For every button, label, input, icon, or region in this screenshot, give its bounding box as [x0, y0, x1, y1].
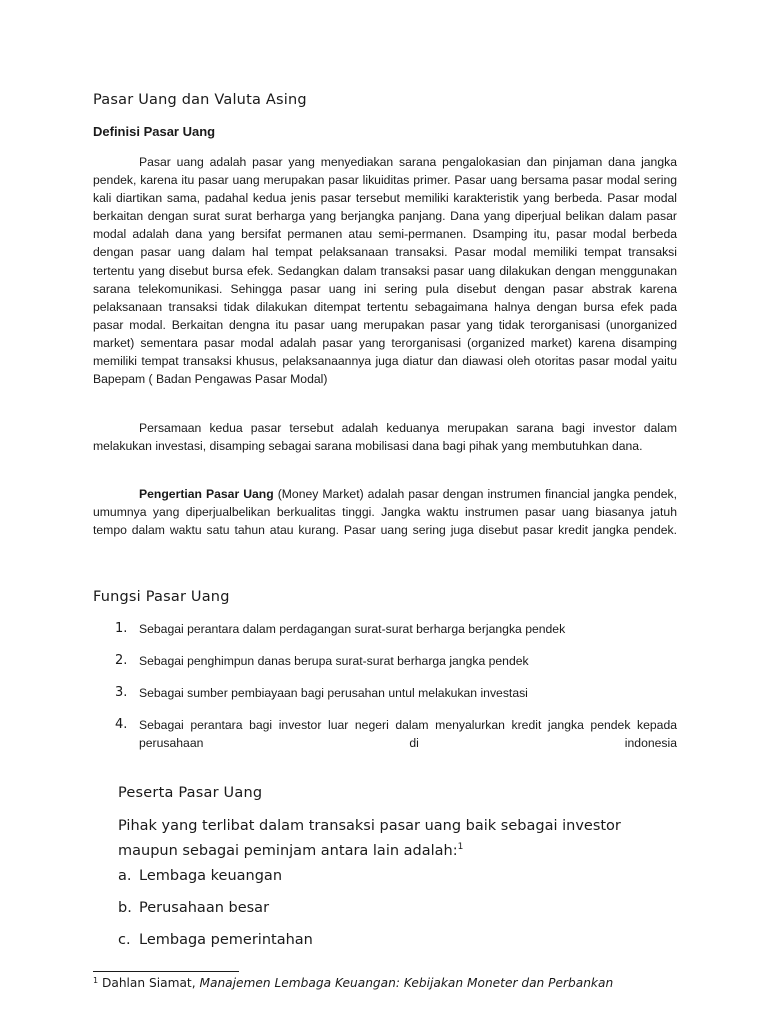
peserta-intro-text: Pihak yang terlibat dalam transaksi pasar uang baik sebagai investor maupun sebagai peminjam antara lain adalah: — [118, 818, 621, 859]
document-title: Pasar Uang dan Valuta Asing — [93, 92, 307, 108]
list-item-text: Sebagai perantara dalam perdagangan surat-surat berharga berjangka pendek — [139, 622, 566, 636]
list-item — [93, 652, 677, 670]
footnote-ref[interactable]: 1 — [457, 841, 464, 852]
list-item-text: Sebagai sumber pembiayaan bagi perusahan untul melakukan investasi — [139, 686, 528, 700]
section-heading-definisi: Definisi Pasar Uang — [93, 124, 216, 139]
list-number: 3. — [115, 685, 128, 700]
list-item-text: Lembaga pemerintahan — [139, 932, 313, 948]
fungsi-list — [93, 620, 677, 766]
pengertian-text: (Money Market) adalah pasar dengan instrumen financial jangka pendek, umumnya yang diperjualbelikan berkualitas tinggi. Jangka waktu instrumen pasar uang biasanya jatuh tempo dalam waktu satu tahun atau kurang. Pasar uang sering juga disebut pasar kredit jangka pendek. — [93, 487, 677, 538]
list-item — [118, 898, 313, 918]
footnote-separator — [93, 971, 239, 972]
list-item — [93, 684, 677, 702]
list-item — [118, 930, 313, 950]
list-item-text: Perusahaan besar — [139, 900, 270, 916]
section-heading-peserta: Peserta Pasar Uang — [118, 785, 263, 801]
paragraph-pengertian — [93, 485, 677, 539]
footnote-number: 1 — [93, 976, 99, 985]
list-item — [93, 620, 677, 638]
pengertian-term: Pengertian Pasar Uang — [139, 487, 274, 501]
document-page — [93, 0, 677, 1024]
list-letter: a. — [118, 868, 132, 884]
list-number: 4. — [115, 717, 128, 732]
peserta-intro — [118, 816, 677, 861]
list-item-text: Lembaga keuangan — [139, 868, 283, 884]
list-item — [118, 866, 313, 886]
peserta-list — [118, 866, 313, 962]
paragraph-persamaan: Persamaan kedua pasar tersebut adalah keduanya merupakan sarana bagi investor dalam melakukan investasi, disamping sebagai sarana mobilisasi dana bagi pihak yang membutuhkan dana. — [93, 421, 677, 454]
paragraph-definisi: Pasar uang adalah pasar yang menyediakan sarana pengalokasian dan pinjaman dana jangka pendek, karena itu pasar uang merupakan pasar likuiditas primer. Pasar uang bersama pasar modal sering kali diartikan sama, padahal kedua jenis pasar tersebut memiliki karakteristik yang berbeda. Pasar modal berkaitan dengan surat surat berharga yang berjangka panjang. Dana yang diperjual belikan dalam pasar modal adalah dana yang bersifat permanen atau semi-permanen. Dsamping itu, pasar modal berbeda dengan pasar uang dalam hal tempat pelaksanaan transaksi. Pasar modal memiliki tempat transaksi tertentu yang disebut bursa efek. Sedangkan dalam transaksi pasar uang dilakukan dengan menggunakan sarana telekomunikasi. Sehingga pasar uang ini sering pula disebut dengan pasar abstrak karena pelaksanaan transaksi tidak dilakukan ditempat tertentu sebagaimana halnya dengan bursa efek pada pasar modal. Berkaitan dengna itu pasar uang merupakan pasar yang tidak terorganisasi (unorganized market) sementara pasar modal adalah pasar yang terorganisasi (organized market) karena disamping memiliki tempat transaksi khusus, pelaksanaannya juga diatur dan diawasi oleh otoritas pasar modal yaitu Bapepam ( Badan Pengawas Pasar Modal) — [93, 155, 677, 387]
list-letter: c. — [118, 932, 131, 948]
list-item-text: Sebagai penghimpun danas berupa surat-surat berharga jangka pendek — [139, 654, 529, 668]
list-item-text: Sebagai perantara bagi investor luar negeri dalam menyalurkan kredit jangka pendek kepada perusahaan di indonesia — [139, 718, 677, 750]
footnote — [93, 976, 613, 990]
section-heading-fungsi: Fungsi Pasar Uang — [93, 589, 230, 605]
list-number: 1. — [115, 621, 128, 636]
list-letter: b. — [118, 900, 132, 916]
footnote-author: Dahlan Siamat, — [98, 976, 200, 990]
list-number: 2. — [115, 653, 128, 668]
footnote-book-title: Manajemen Lembaga Keuangan: Kebijakan Moneter dan Perbankan — [199, 976, 614, 990]
list-item — [93, 716, 677, 752]
